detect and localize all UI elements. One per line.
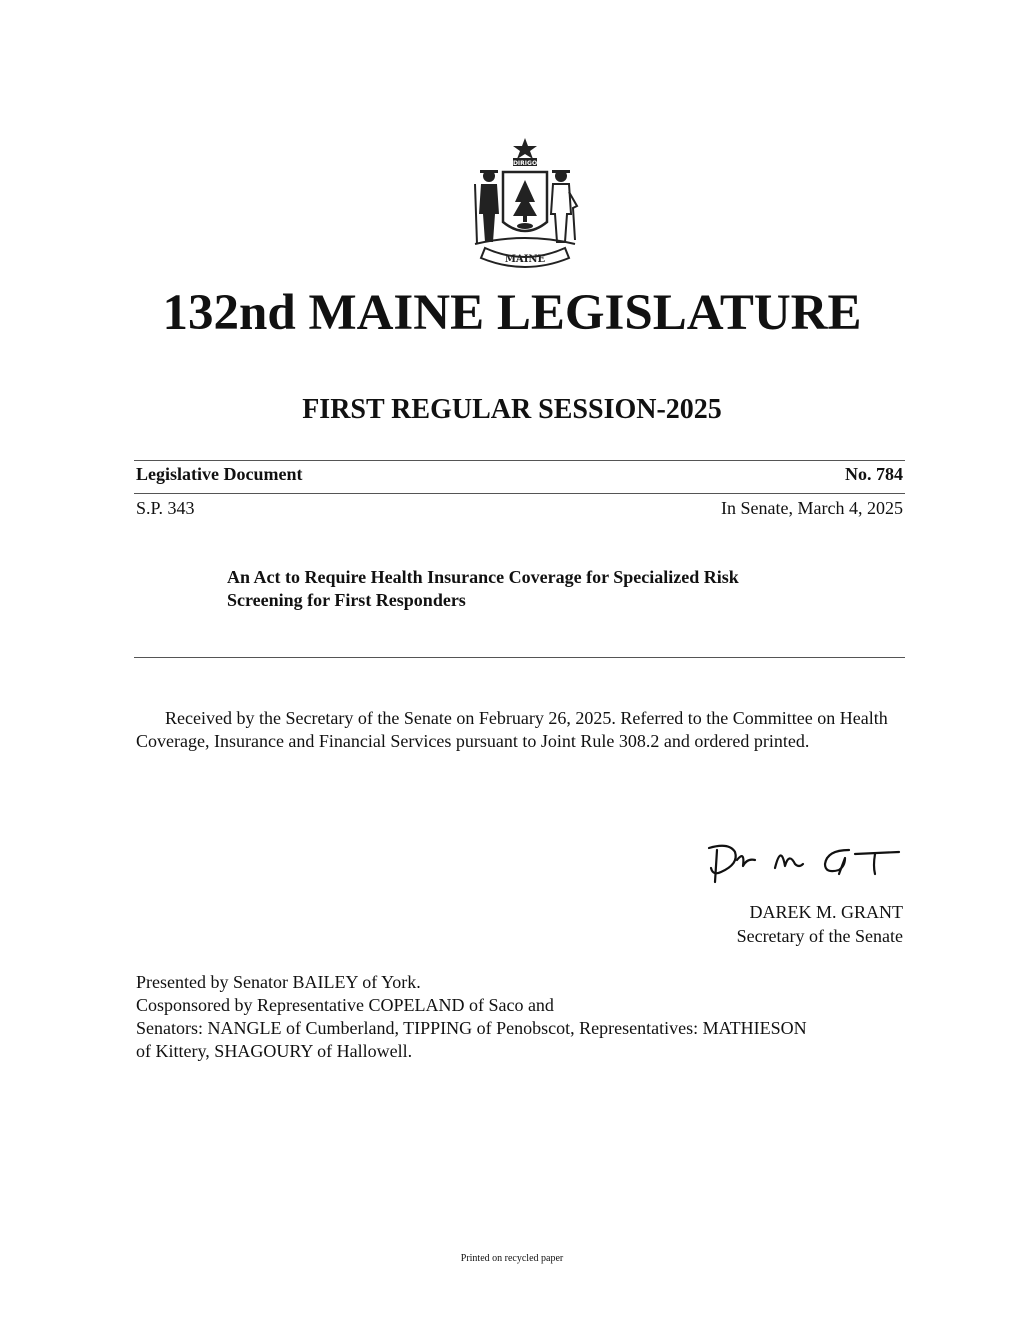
received-text-line: on Health Coverage, Insurance and Financial Services pursuant to Joint Rule 308.2 and ordered xyxy=(136,708,888,751)
received-text-line: Received by the Secretary of the Senate on February 26, 2025. Referred to the Committee xyxy=(165,708,813,728)
session-title: FIRST REGULAR SESSION-2025 xyxy=(302,394,722,425)
divider-top xyxy=(134,460,905,461)
divider-middle xyxy=(134,493,905,494)
document-number: No. 784 xyxy=(845,464,903,484)
act-title xyxy=(227,566,847,612)
senate-date: In Senate, March 4, 2025 xyxy=(721,498,903,518)
cosponsors-line: of Kittery, SHAGOURY of Hallowell. xyxy=(136,1041,413,1061)
cosponsors-line: Senators: NANGLE of Cumberland, TIPPING of Penobscot, Representatives: MATHIESON xyxy=(136,1018,807,1038)
cosponsored-by: Cosponsored by Representative COPELAND of Saco and xyxy=(136,995,554,1015)
document-info-row xyxy=(136,463,903,485)
maine-state-seal-icon xyxy=(469,136,581,274)
received-paragraph xyxy=(136,707,903,753)
sp-number: S.P. 343 xyxy=(136,498,195,518)
received-text-line: printed. xyxy=(753,731,810,751)
page-title: 132nd MAINE LEGISLATURE xyxy=(162,285,862,341)
svg-text:DIRIGO: DIRIGO xyxy=(512,160,538,167)
act-title-line: Screening for First Responders xyxy=(227,590,466,610)
senate-info-row xyxy=(136,497,903,519)
signature-image xyxy=(699,838,905,886)
divider-bottom xyxy=(134,657,905,658)
signatory-name: DAREK M. GRANT xyxy=(749,902,903,922)
act-title-line: An Act to Require Health Insurance Coverage for Specialized Risk xyxy=(227,567,739,587)
signatory-role: Secretary of the Senate xyxy=(736,926,903,946)
document-type-label: Legislative Document xyxy=(136,464,303,484)
presented-by: Presented by Senator BAILEY of York. xyxy=(136,972,421,992)
footer-note: Printed on recycled paper xyxy=(460,1253,564,1264)
svg-text:MAINE: MAINE xyxy=(504,254,546,265)
